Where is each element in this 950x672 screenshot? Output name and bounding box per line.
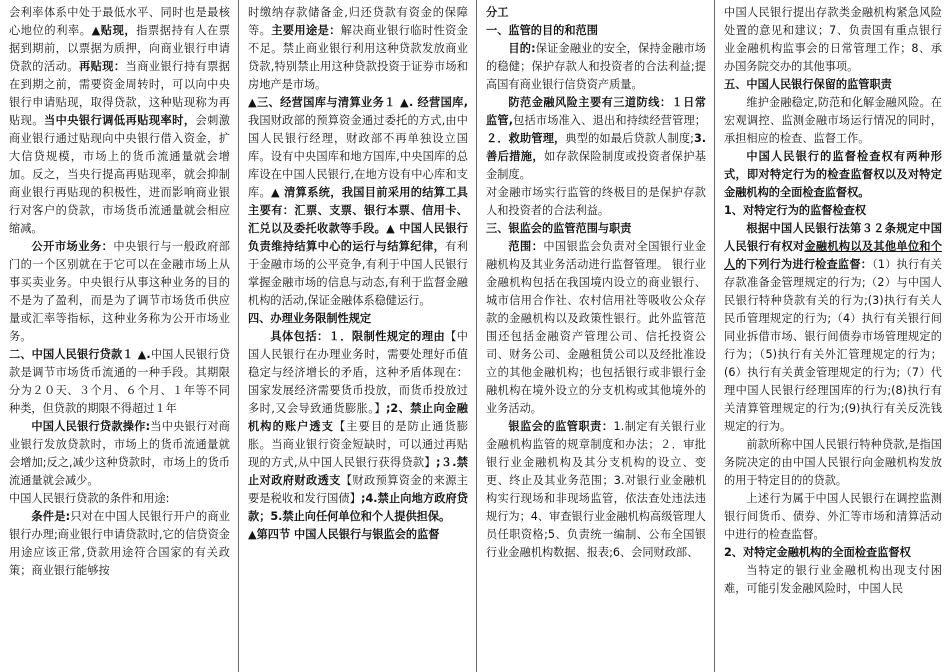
paragraph (9, 418, 230, 490)
text-column-1 (0, 0, 238, 672)
text-column-4 (714, 0, 950, 672)
paragraph (9, 238, 230, 346)
bold-text: 1、对特定行为的监督检查权 (724, 204, 867, 217)
paragraph (724, 76, 942, 94)
paragraph (486, 418, 706, 562)
body-text: 【中国人民银行在办理业务时，需要处理好币值稳定与经济增长的矛盾，这种矛盾体现在：国家发展经济需要货币投放，而货币投放过多时,又会导致通货膨胀。】 (248, 330, 468, 415)
bold-text: ▲三、经营国库与清算业务１ ▲. 经营国库, (248, 96, 468, 109)
bold-text: 范围： (508, 240, 544, 253)
body-text: 维护金融稳定,防范和化解金融风险。在宏观调控、监测金融市场运行情况的同时，承担相应的检查、监督工作。 (724, 96, 942, 145)
body-text: 如存款保险制度或投资者保护基金制度。 (486, 150, 706, 181)
paragraph (724, 148, 942, 202)
bold-text: 三、银监会的监管范围与职责 (486, 222, 632, 235)
paragraph (486, 94, 706, 184)
bold-text: ▲贴现， (91, 24, 137, 37)
body-text: 前款所称中国人民银行特种贷款,是指国务院决定的由中国人民银行向金融机构发放的用于特定目的的贷款。 (724, 438, 942, 487)
bold-text: ;３.禁止对政府财政透支 (248, 456, 468, 487)
bold-text: 中国人民银行贷款操作: (31, 420, 151, 433)
body-text: （1）执行有关存款准备金管理规定的行为;（2）与中国人民银行特种贷款有关的行为;(3)执行有关人民币管理规定的行为;（4）执行有关银行间同业拆借市场、银行间债券市场管理规定的行为；（5)执行有关外汇管理规定的行为；(6）执行有关黄金管理规定的行为;（7）代理中国人民银行经理国库的行为;(8)执行有关清算管理规定的行为;(9)执行有关反洗钱规定的行为。 (724, 258, 942, 433)
body-text: 上述行为属于中国人民银行在调控监测银行间货币、债券、外汇等市场和清算活动中进行的检查监督。 (724, 492, 942, 541)
bold-text: 公开市场业务： (31, 240, 114, 253)
body-text: 我国财政部的预算资金通过委托的方式,由中国人民银行经理，财政部不再单独设立国库。设有中央国库和地方国库,中央国库的总库设在中国人民银行,在地方设有中心库和支库。 (248, 114, 468, 199)
bold-text: 中国人民银行的监督检查权有两种形式，即对特定行为的检查监督权以及对特定金融机构的全面检查监督权。 (724, 150, 942, 199)
bold-text: 分工 (486, 6, 509, 19)
body-text: 中国银监会负责对全国银行业金融机构及其业务活动进行监督管理。 银行业金融机构包括在我国境内设立的商业银行、城市信用合作社、农村信用社等吸收公众存款的金融机构以及政策性银行。此外监管范围还包括金融资产管理公司、信托投资公司、财务公司、金融租赁公司以及经批准设立的其他金融机构；也包括银行或非银行金融机构在境外设立的分支机构或其他境外的业务活动。 (486, 240, 706, 415)
bold-text: 当中央银行调低再贴现率时， (43, 114, 196, 127)
paragraph (724, 544, 942, 562)
body-text: 中国人民银行贷款是调节市场货币流通的一种手段。其期限分为２０天、３个月、６个月、１年等不同种类，但贷款的期限不得超过１年 (9, 348, 230, 415)
paragraph (486, 184, 706, 220)
bold-text: ;4.禁止向地方政府贷款；5.禁止向任何单位和个人提供担保。 (248, 492, 468, 523)
body-text: 对金融市场实行监管的终极目的是保护存款人和投资者的合法利益。 (486, 186, 706, 217)
bold-text: 3.善后措施， (486, 132, 706, 163)
paragraph (486, 238, 706, 418)
paragraph (9, 508, 230, 580)
bold-text: 防范金融风险主要有三道防线：１日常监管, (486, 96, 706, 127)
body-text: 会刺激商业银行通过贴现向中央银行借入资金，扩大信贷规模，市场上的货币流通量就会增加。反之，当央行提高再贴现率，就会抑制商业银行再贴现的积极性，进而影响商业银行对客户的贷款，市场货币流通量就会相应缩减。 (9, 114, 230, 235)
bold-text: 四、办理业务限制性规定 (248, 312, 372, 325)
bold-text: 的下列行为进行检查监督： (735, 258, 873, 271)
body-text: 解决商业银行临时性资金不足。禁止商业银行利用这种贷款发放商业贷款,特别禁止用这种贷款投资于证券市场和房地产是市场。 (248, 24, 468, 91)
paragraph (486, 4, 706, 22)
bold-text: 一、监管的目的和范围 (486, 24, 598, 37)
text-column-2 (238, 0, 476, 672)
body-text: 中国人民银行提出存款类金融机构紧急风险处置的意见和建议；7、负责国有重点银行业金融机构监事会的日常管理工作；8、承办国务院交办的其他事项。 (724, 6, 942, 73)
paragraph (248, 4, 468, 94)
body-text: 会利率体系中处于最低水平、同时也是最核心地位的利率。 (9, 6, 230, 37)
body-text: 当中央银行对商业银行发放贷款时，市场上的货币流通量就会增加;反之,减少这种贷款时，市场上的货币流通量就会减少。 (9, 420, 230, 487)
body-text: 当特定的银行业金融机构出现支付困难，可能引发金融风险时，中国人民 (724, 564, 942, 595)
body-text: 1.制定有关银行业金融机构监管的规章制度和办法；２．审批银行业金融机构及其分支机构的设立、变更、终止及其业务范围；3.对银行业金融机构实行现场和非现场监管，依法查处违法违规行为；4、审查银行业金融机构高级管理人员任职资格;5、负责统一编制、公布全国银行业金融机构数据、报表;6、会同财政部、 (486, 420, 706, 559)
bold-text: 主要用途是： (271, 24, 341, 37)
paragraph (486, 40, 706, 94)
text-column-3 (476, 0, 714, 672)
body-text: 时缴纳存款储备金,归还贷款有资金的保障等。 (248, 6, 468, 37)
bold-text: ２．救助管理， (486, 132, 566, 145)
underlined-text: 金融机构以及其他单位和个人 (724, 240, 942, 271)
bold-text: 具体包括：１．限制性规定的理由 (270, 330, 446, 343)
paragraph (724, 94, 942, 148)
paragraph (724, 4, 942, 76)
body-text: 【主要目的是防止通货膨胀。当商业银行资金短缺时，可以通过再贴现的方式,从中国人民银行获得贷款】 (248, 420, 468, 469)
bold-text: 再贴现： (78, 60, 126, 73)
paragraph (248, 328, 468, 526)
paragraph (724, 202, 942, 220)
paragraph (9, 346, 230, 418)
bold-text: 目的: (508, 42, 536, 55)
bold-text: 根据中国人民银行法第３２条规定中国人民银行有权对 (724, 222, 942, 253)
bold-text: 条件是: (31, 510, 71, 523)
paragraph (248, 526, 468, 544)
bold-text: 2、对特定金融机构的全面检查监督权 (724, 546, 911, 559)
bold-text: ▲第四节 中国人民银行与银监会的监督 (248, 528, 440, 541)
body-text: 当商业银行持有票据在到期之前，需要资金周转时，可以向中央银行申请贴现，取得贷款，这种贴现称为再贴现。 (9, 60, 230, 127)
paragraph (724, 220, 942, 436)
paragraph (248, 94, 468, 310)
bold-text: 五、中国人民银行保留的监管职责 (724, 78, 892, 91)
body-text: 中央银行与一般政府部门的一个区别就在于它可以在金融市场上从事买卖业务。中央银行从事这种业务的目的不是为了盈利，而是为了调节市场货币供应量或汇率等指标，这种业务称为公开市场业务。 (9, 240, 230, 343)
bold-text: 银监会的监管职责： (508, 420, 614, 433)
paragraph (724, 562, 942, 598)
body-text: 【财政预算资金的来源主要是税收和发行国债】 (248, 474, 468, 505)
body-text: 保证金融业的安全，保持金融市场的稳健；保护存款人和投资者的合法利益;提高国有商业银行信贷资产质量。 (486, 42, 706, 91)
body-text: 包括市场准入、退出和持续经营管理； (512, 114, 706, 127)
paragraph (486, 22, 706, 40)
paragraph (9, 490, 230, 508)
paragraph (248, 310, 468, 328)
bold-text: 二、中国人民银行贷款１ ▲. (9, 348, 151, 361)
bold-text: ▲ 清算系统，我国目前采用的结算工具主要有：汇票、支票、银行本票、信用卡、汇兑以及委托收款等手段。▲ 中国人民银行负责维持结算中心的运行与结算纪律， (248, 186, 468, 253)
body-text: 指票据持有人在票据到期前，以票据为质押，向商业银行申请贷款的活动。 (9, 24, 230, 73)
body-text: 有利于金融市场的公平竞争,有利于中国人民银行掌握金融市场的信息与动态,有利于监督金融机构的活动,保证金融体系稳健运行。 (248, 240, 468, 307)
paragraph (724, 436, 942, 490)
paragraph (724, 490, 942, 544)
body-text: 典型的如最后贷款人制度; (565, 132, 694, 145)
paragraph (9, 4, 230, 238)
body-text: 只对在中国人民银行开户的商业银行办理;商业银行申请贷款时,它的信贷资金用途应该正常,贷款用途符合国家的有关政策；商业银行能够按 (9, 510, 230, 577)
paragraph (486, 220, 706, 238)
body-text: 中国人民银行贷款的条件和用途: (9, 492, 170, 505)
bold-text: ;2、禁止向金融机构的账户透支 (248, 402, 468, 433)
